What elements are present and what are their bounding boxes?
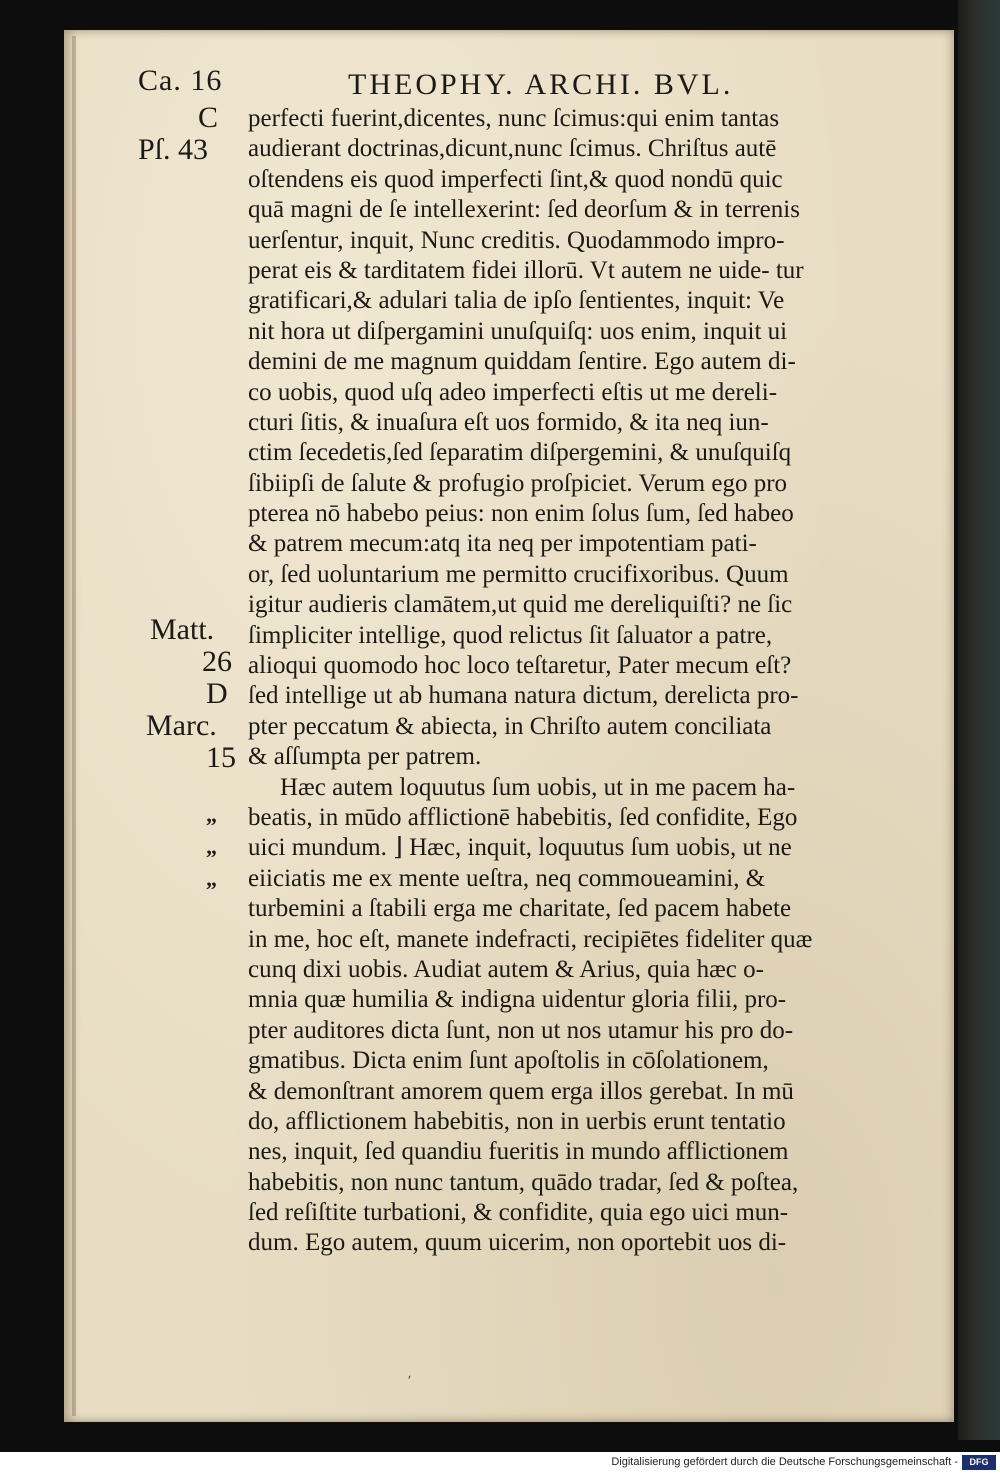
text-line: turbemini a ſtabili erga me charitate, ſed pacem habete <box>248 895 792 923</box>
margin-note-mark-chapter: 15 <box>206 741 236 774</box>
text-line: co uobis, quod uſq adeo imperfecti eſtis ut me dereli- <box>248 378 778 406</box>
margin-note-section-c: C <box>198 101 219 134</box>
digitization-credit: Digitalisierung gefördert durch die Deutsche Forschungsgemeinschaft - <box>611 1456 958 1468</box>
body-text <box>248 104 942 1259</box>
page-binding-shadow <box>72 36 76 1416</box>
text-line: or, ſed uoluntarium me permitto crucifixoribus. Quum <box>248 560 789 588</box>
text-line: ſimpliciter intellige, quod relictus ſit ſaluator a patre, <box>248 621 773 649</box>
margin-note-matthew-chapter: 26 <box>202 645 232 678</box>
text-line: ſibiipſi de ſalute & profugio proſpiciet. Verum ego pro <box>248 469 788 497</box>
text-line: perfecti fuerint,dicentes, nunc ſcimus:qui enim tantas <box>248 105 780 132</box>
text-line: nes, inquit, ſed quandiu fueritis in mundo afflictionem <box>248 1138 789 1166</box>
text-line: nit hora ut diſpergamini unuſquiſq: uos enim, inquit ui <box>248 317 788 345</box>
margin-notes <box>134 100 234 900</box>
text-line: gmatibus. Dicta enim ſunt apoſtolis in cōſolationem, <box>248 1047 769 1075</box>
footer-bar <box>0 1452 1000 1474</box>
text-line: in me, hoc eſt, manete indefracti, recipiētes fideliter quæ <box>248 925 813 953</box>
text-line: & patrem mecum:atq ita neq per impotentiam pati- <box>248 530 757 558</box>
text-line: cunq dixi uobis. Audiat autem & Arius, quia hæc o- <box>248 955 764 983</box>
book-edge <box>958 0 1000 1440</box>
quote-mark: „ <box>206 834 217 859</box>
text-line: igitur audieris clamātem,ut quid me dereliquiſti? ne ſic <box>248 591 793 619</box>
text-line: perat eis & tarditatem fidei illorū. Vt autem ne uide- tur <box>248 256 804 284</box>
quote-mark: „ <box>206 866 217 891</box>
chapter-number: Ca. 16 <box>138 64 223 97</box>
text-line: oſtendens eis quod imperfecti ſint,& quod nondū quic <box>248 165 783 193</box>
text-line: pter peccatum & abiecta, in Chriſto autem conciliata <box>248 712 772 740</box>
text-line: & demonſtrant amorem quem erga illos gerebat. In mū <box>248 1077 794 1105</box>
text-line: Hæc autem loquutus ſum uobis, ut in me pacem ha- <box>280 773 796 801</box>
margin-note-psalm: Pſ. 43 <box>138 133 209 166</box>
text-line: alioqui quomodo hoc loco teſtaretur, Pater mecum eſt? <box>248 652 792 680</box>
text-line: eiiciatis me ex mente ueſtra, neq commoueamini, & <box>248 864 766 892</box>
text-line: habebitis, non nunc tantum, quādo tradar, ſed & poſtea, <box>248 1168 799 1196</box>
quote-mark: „ <box>206 802 217 827</box>
text-line: pter auditores dicta ſunt, non ut nos utamur his pro do- <box>248 1016 794 1044</box>
text-line: gratificari,& adulari talia de ipſo ſentientes, inquit: Ve <box>248 287 785 315</box>
text-line: ſed intellige ut ab humana natura dictum, derelicta pro- <box>248 682 799 710</box>
text-line: beatis, in mūdo afflictionē habebitis, ſed confidite, Ego <box>248 803 798 831</box>
running-title: THEOPHY. ARCHI. BVL. <box>348 68 734 101</box>
margin-note-section-d: D <box>206 677 228 710</box>
text-line: pterea nō habebo peius: non enim ſolus ſum, ſed habeo <box>248 500 794 528</box>
text-line: do, afflictionem habebitis, non in uerbis erunt tentatio <box>248 1107 786 1135</box>
text-line: cturi ſitis, & inuaſura eſt uos formido, & ita neq iun- <box>248 408 769 436</box>
margin-note-matthew: Matt. <box>150 613 215 646</box>
dfg-logo: DFG <box>962 1455 996 1470</box>
text-line: demini de me magnum quiddam ſentire. Ego autem di- <box>248 348 796 376</box>
text-line: mnia quæ humilia & indigna uidentur gloria filii, pro- <box>248 986 787 1014</box>
text-line: uici mundum. ⌋ Hæc, inquit, loquutus ſum uobis, ut ne <box>248 834 792 862</box>
text-line: quā magni de ſe intellexerint: ſed deorſum & in terrenis <box>248 196 800 224</box>
text-line: dum. Ego autem, quum uicerim, non oportebit uos di- <box>248 1229 787 1257</box>
text-line: & aſſumpta per patrem. <box>248 743 482 771</box>
text-line: ctim ſecedetis,ſed ſeparatim diſpergemini, & unuſquiſq <box>248 439 792 467</box>
printer-mark: ʹ <box>408 1374 412 1389</box>
text-line: ſed reſiſtite turbationi, & confidite, quia ego uici mun- <box>248 1199 789 1227</box>
text-line: uerſentur, inquit, Nunc creditis. Quodammodo impro- <box>248 226 785 254</box>
margin-note-mark: Marc. <box>146 709 217 742</box>
text-line: audierant doctrinas,dicunt,nunc ſcimus. Chriſtus autē <box>248 135 777 163</box>
